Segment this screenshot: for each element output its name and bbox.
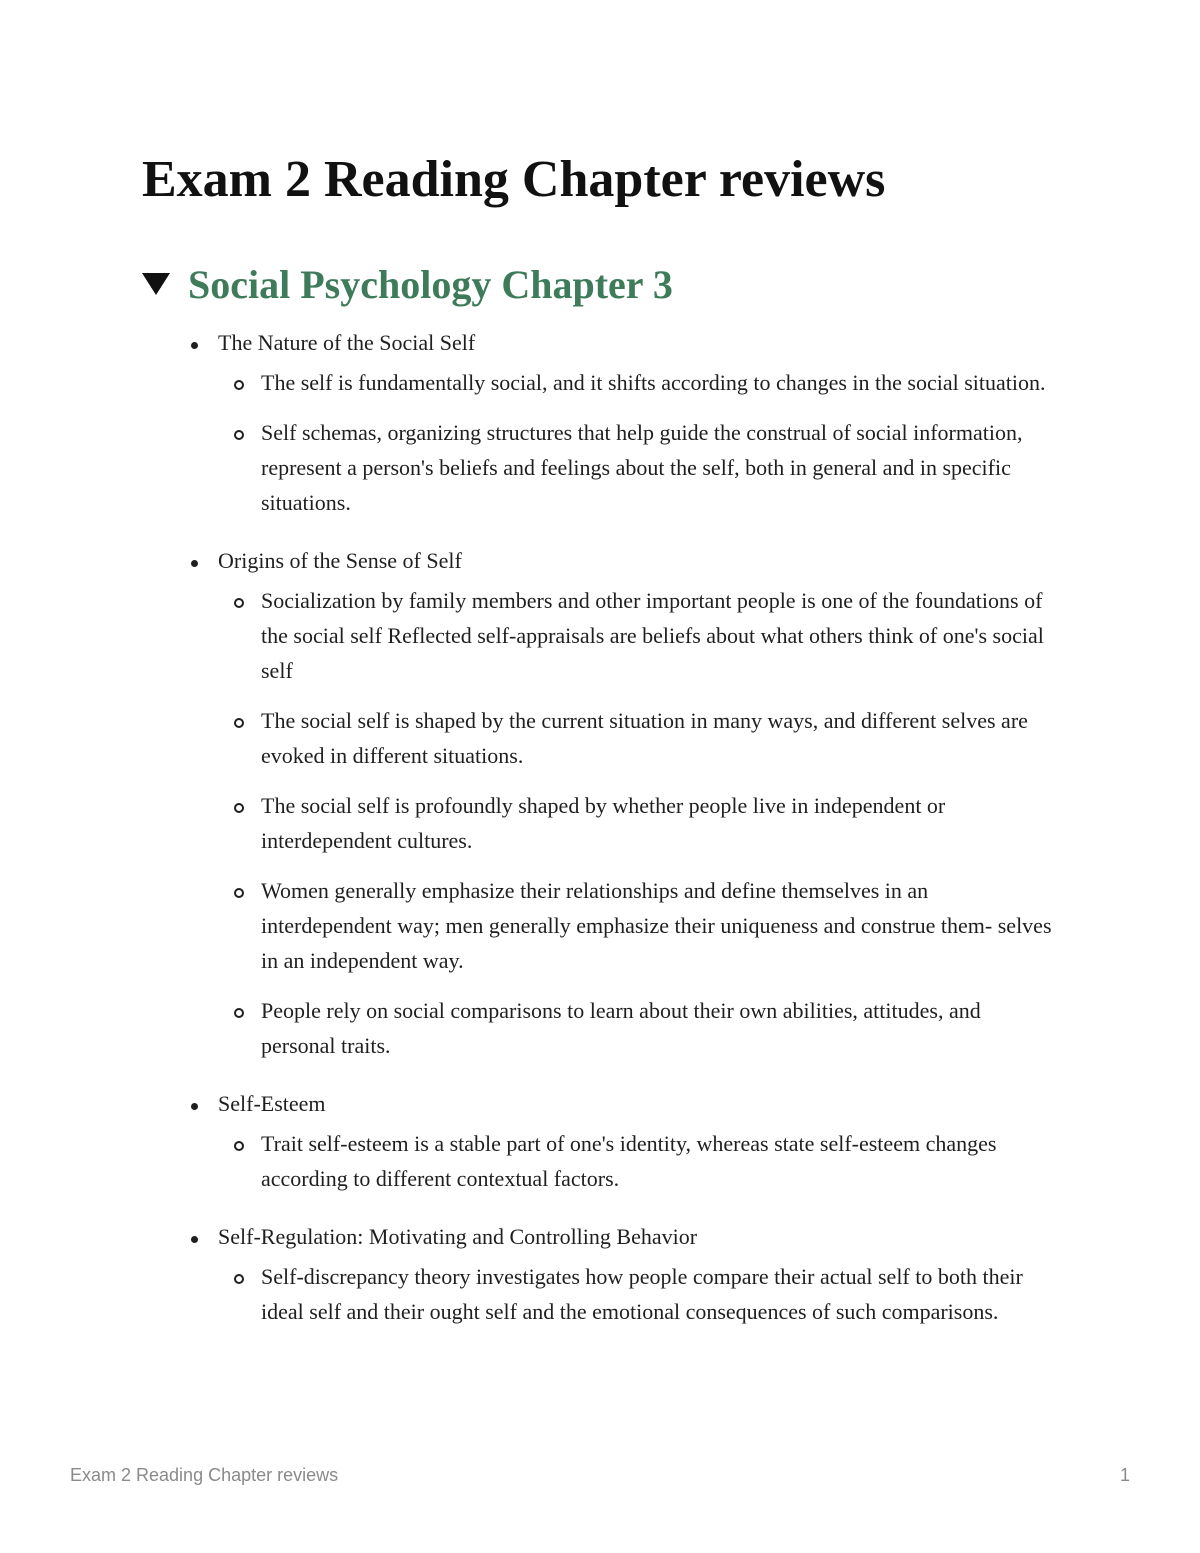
filled-bullet-icon bbox=[191, 1236, 198, 1243]
hollow-bullet-icon bbox=[234, 430, 244, 440]
section-title: Social Psychology Chapter 3 bbox=[188, 261, 673, 307]
list-item bbox=[261, 578, 1058, 698]
point-text: The social self is profoundly shaped by whether people live in independent or interdependent cultures. bbox=[261, 793, 946, 853]
list-item bbox=[261, 783, 1058, 868]
list-item bbox=[261, 1121, 1058, 1206]
list-item bbox=[218, 1083, 1058, 1216]
filled-bullet-icon bbox=[191, 560, 198, 567]
hollow-bullet-icon bbox=[234, 1141, 244, 1151]
list-item bbox=[261, 410, 1058, 530]
list-item bbox=[261, 698, 1058, 783]
point-text: People rely on social comparisons to learn about their own abilities, attitudes, and personal traits. bbox=[261, 998, 981, 1058]
topic-label: The Nature of the Social Self bbox=[218, 330, 476, 355]
sub-list bbox=[218, 1121, 1058, 1206]
list-item bbox=[261, 988, 1058, 1073]
sub-list bbox=[218, 578, 1058, 1073]
filled-bullet-icon bbox=[191, 342, 198, 349]
page-title: Exam 2 Reading Chapter reviews bbox=[142, 151, 886, 208]
hollow-bullet-icon bbox=[234, 380, 244, 390]
sub-list bbox=[218, 360, 1058, 530]
hollow-bullet-icon bbox=[234, 598, 244, 608]
hollow-bullet-icon bbox=[234, 718, 244, 728]
list-item bbox=[261, 1254, 1058, 1339]
topic-label: Self-Regulation: Motivating and Controlling Behavior bbox=[218, 1224, 698, 1249]
list-item bbox=[218, 540, 1058, 1083]
hollow-bullet-icon bbox=[234, 803, 244, 813]
list-item bbox=[261, 868, 1058, 988]
footer-document-title: Exam 2 Reading Chapter reviews bbox=[70, 1465, 339, 1485]
point-text: Self-discrepancy theory investigates how people compare their actual self to both their ideal self and their ought self and the emotional consequences of such comparisons. bbox=[261, 1264, 1023, 1324]
hollow-bullet-icon bbox=[234, 1008, 244, 1018]
topic-label: Origins of the Sense of Self bbox=[218, 548, 462, 573]
footer-page-number: 1 bbox=[1119, 1465, 1130, 1485]
outline-list bbox=[0, 322, 1200, 1349]
list-item bbox=[218, 1216, 1058, 1349]
list-item bbox=[218, 322, 1058, 540]
sub-list bbox=[218, 1254, 1058, 1339]
list-item bbox=[261, 360, 1058, 410]
hollow-bullet-icon bbox=[234, 1274, 244, 1284]
triangle-down-icon[interactable] bbox=[140, 270, 172, 298]
section-toggle-heading[interactable] bbox=[140, 254, 673, 314]
point-text: The social self is shaped by the current situation in many ways, and different selves are evoked in different situations. bbox=[261, 708, 1028, 768]
hollow-bullet-icon bbox=[234, 888, 244, 898]
point-text: The self is fundamentally social, and it shifts according to changes in the social situation. bbox=[261, 370, 1046, 395]
point-text: Self schemas, organizing structures that help guide the construal of social information, represent a person's beliefs and feelings about the self, both in general and in specific situations. bbox=[261, 420, 1023, 515]
topic-label: Self-Esteem bbox=[218, 1091, 326, 1116]
point-text: Women generally emphasize their relationships and define themselves in an interdependent way; men generally emphasize their uniqueness and construe them- selves in an independent way. bbox=[261, 878, 1052, 973]
point-text: Trait self-esteem is a stable part of one's identity, whereas state self-esteem changes according to different contextual factors. bbox=[261, 1131, 997, 1191]
point-text: Socialization by family members and other important people is one of the foundations of the social self Reflected self-appraisals are beliefs about what others think of one's social self bbox=[261, 588, 1044, 683]
filled-bullet-icon bbox=[191, 1103, 198, 1110]
